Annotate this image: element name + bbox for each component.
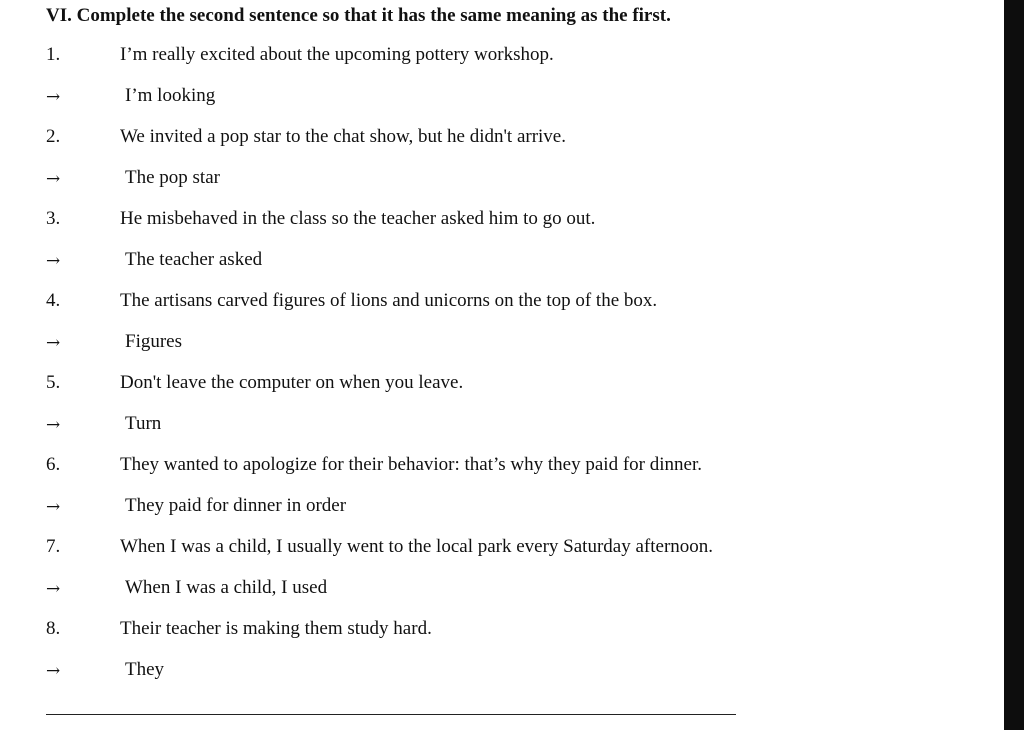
question-number: 5. [46, 372, 61, 393]
answer-prompt: Figures [125, 331, 182, 352]
arrow-icon: → [46, 497, 61, 517]
arrow-icon: → [46, 333, 61, 353]
question-row [46, 536, 746, 560]
arrow-icon: → [46, 661, 61, 681]
question-number: 3. [46, 208, 61, 229]
exercise-heading: VI. Complete the second sentence so that it has the same meaning as the first. [46, 5, 671, 26]
question-row [46, 290, 746, 314]
original-sentence: We invited a pop star to the chat show, but he didn't arrive. [120, 126, 566, 147]
question-row [46, 454, 746, 478]
page-edge-bar [1004, 0, 1024, 730]
arrow-icon: → [46, 415, 61, 435]
answer-line [46, 714, 736, 715]
answer-prompt: I’m looking [125, 85, 216, 106]
arrow-icon: → [46, 579, 61, 599]
question-number: 2. [46, 126, 61, 147]
original-sentence: Don't leave the computer on when you leave. [120, 372, 464, 393]
question-row [46, 372, 746, 396]
question-row [46, 618, 746, 642]
arrow-icon: → [46, 169, 61, 189]
answer-row [46, 331, 746, 355]
answer-row [46, 249, 746, 273]
original-sentence: The artisans carved figures of lions and unicorns on the top of the box. [120, 290, 658, 311]
original-sentence: I’m really excited about the upcoming pottery workshop. [120, 44, 554, 65]
answer-prompt: Turn [125, 413, 162, 434]
answer-row [46, 495, 746, 519]
original-sentence: He misbehaved in the class so the teacher asked him to go out. [120, 208, 596, 229]
answer-prompt: The pop star [125, 167, 220, 188]
original-sentence: Their teacher is making them study hard. [120, 618, 432, 639]
question-number: 6. [46, 454, 61, 475]
question-number: 7. [46, 536, 61, 557]
answer-prompt: The teacher asked [125, 249, 263, 270]
original-sentence: They wanted to apologize for their behavior: that’s why they paid for dinner. [120, 454, 702, 475]
answer-row [46, 577, 746, 601]
answer-prompt: They [125, 659, 165, 680]
answer-prompt: When I was a child, I used [125, 577, 328, 598]
question-number: 8. [46, 618, 61, 639]
arrow-icon: → [46, 251, 61, 271]
question-number: 1. [46, 44, 61, 65]
question-row [46, 208, 746, 232]
question-row [46, 126, 746, 150]
answer-row [46, 85, 746, 109]
answer-row [46, 413, 746, 437]
answer-row [46, 167, 746, 191]
question-row [46, 44, 746, 68]
answer-row [46, 659, 746, 683]
arrow-icon: → [46, 87, 61, 107]
answer-prompt: They paid for dinner in order [125, 495, 347, 516]
original-sentence: When I was a child, I usually went to the local park every Saturday afternoon. [120, 536, 714, 557]
question-number: 4. [46, 290, 61, 311]
